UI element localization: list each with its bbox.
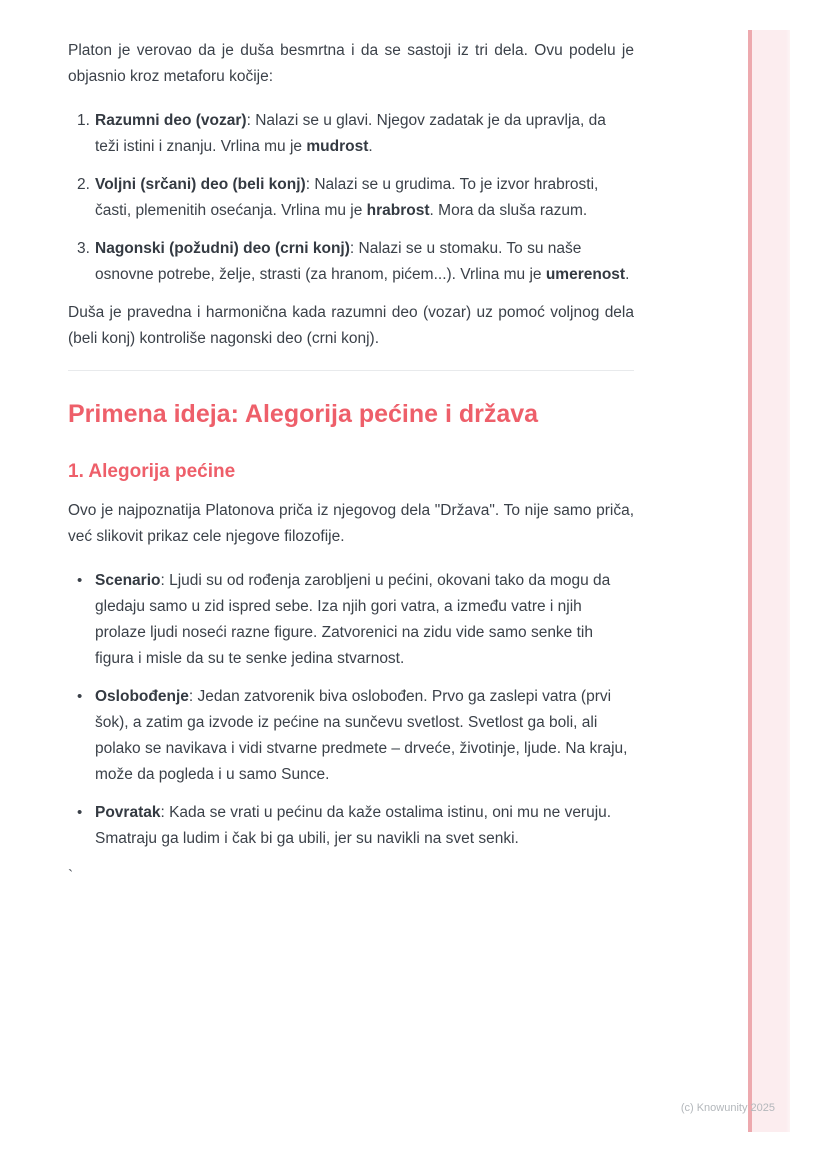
list-item-lead: Scenario: [95, 572, 161, 589]
list-item-body: : Kada se vrati u pećinu da kaže ostalima istinu, oni mu ne veruju. Smatraju ga ludim i čak bi ga ubili, jer su navikli na svet senki.: [95, 804, 612, 847]
soul-parts-list: [68, 108, 634, 288]
bullet-icon: •: [77, 804, 83, 821]
list-item-body: : Nalazi se u glavi. Njegov zadatak je da upravlja, da teži istini i znanju. Vrlina mu je: [95, 112, 606, 155]
list-item-end: .: [625, 266, 630, 283]
list-item-lead: Nagonski (požudni) deo (crni konj): [95, 240, 350, 257]
page-edge-stripe: [748, 30, 790, 1132]
list-item-lead: Povratak: [95, 804, 161, 821]
list-item-body: : Nalazi se u grudima. To je izvor hrabrosti, časti, plemenitih osećanja. Vrlina mu je: [95, 176, 599, 219]
copyright-footer: (c) Knowunity 2025: [680, 1102, 775, 1114]
list-item-text: [95, 684, 634, 788]
list-item-text: [95, 800, 634, 852]
intro-paragraph: Platon je verovao da je duša besmrtna i da se sastoji iz tri dela. Ovu podelu je objasnio kroz metaforu kočije:: [68, 42, 634, 85]
virtue-word: mudrost: [306, 138, 369, 155]
cave-allegory-list: [68, 568, 634, 852]
list-item: [68, 684, 634, 788]
list-item: [68, 568, 634, 672]
list-item-lead: Voljni (srčani) deo (beli konj): [95, 176, 306, 193]
list-item-end: .: [368, 138, 373, 155]
list-number: 2.: [77, 176, 90, 193]
virtue-word: hrabrost: [366, 202, 430, 219]
list-number: 3.: [77, 240, 90, 257]
list-item-text: [95, 108, 634, 160]
list-item: [68, 108, 634, 160]
list-item: [68, 236, 634, 288]
list-number: 1.: [77, 112, 90, 129]
section-divider: [68, 370, 634, 371]
cave-intro-paragraph: Ovo je najpoznatija Platonova priča iz njegovog dela "Država". To nije samo priča, već slikovit prikaz cele njegove filozofije.: [68, 502, 634, 545]
list-item-text: [95, 172, 634, 224]
virtue-word: umerenost: [545, 266, 626, 283]
list-item-body: : Ljudi su od rođenja zarobljeni u pećini, okovani tako da mogu da gledaju samo u zid ispred sebe. Iza njih gori vatra, a između vatre i njih prolaze ljudi noseći razne figure. Zatvorenici na zidu vide samo senke tih figura i misle da su te senke jedina stvarnost.: [95, 572, 611, 667]
list-item-lead: Oslobođenje: [95, 688, 189, 705]
list-item-text: [95, 568, 634, 672]
harmony-paragraph: Duša je pravedna i harmonična kada razumni deo (vozar) uz pomoć voljnog dela (beli konj) kontroliše nagonski deo (crni konj).: [68, 304, 634, 347]
list-item-end: . Mora da sluša razum.: [429, 202, 588, 219]
document-content: [68, 0, 634, 890]
sub-heading: 1. Alegorija pećine: [68, 461, 236, 482]
bullet-icon: •: [77, 688, 83, 705]
list-item-body: : Jedan zatvorenik biva oslobođen. Prvo ga zaslepi vatra (prvi šok), a zatim ga izvode iz pećine na sunčevu svetlost. Svetlost ga boli, ali polako se navikava i vidi stvarne predmete – drveće, životinje, ljude. Na kraju, može da pogleda i u samo Sunce.: [95, 688, 628, 783]
list-item-lead: Razumni deo (vozar): [95, 112, 247, 129]
bullet-icon: •: [77, 572, 83, 589]
list-item: [68, 800, 634, 852]
section-heading: Primena ideja: Alegorija pećine i država: [68, 400, 539, 428]
list-item-text: [95, 236, 634, 288]
stray-backtick: `: [68, 868, 74, 885]
list-item-body: : Nalazi se u stomaku. To su naše osnovne potrebe, želje, strasti (za hranom, pićem...). Vrlina mu je: [95, 240, 582, 283]
list-item: [68, 172, 634, 224]
